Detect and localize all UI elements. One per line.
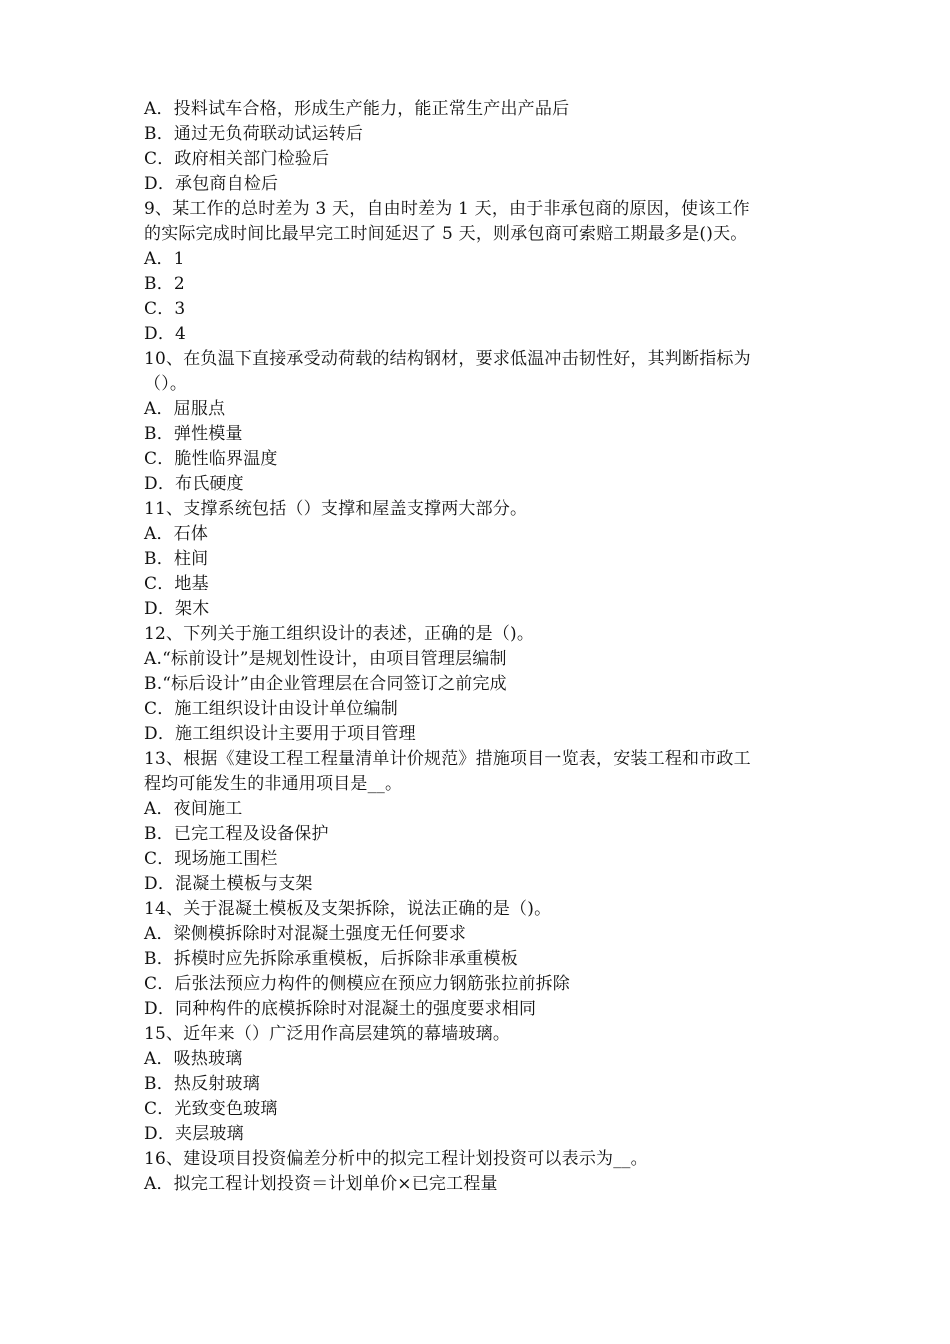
text-line: C．脆性临界温度 — [144, 449, 278, 469]
text-line: D．4 — [144, 324, 187, 344]
question-15-line: 15、近年来（）广泛用作高层建筑的幕墙玻璃。 — [144, 1024, 511, 1044]
document-page — [144, 97, 824, 1197]
question-11-line: 11、支撑系统包括（）支撑和屋盖支撑两大部分。 — [144, 499, 528, 519]
text-line: A.“标前设计”是规划性设计，由项目管理层编制 — [144, 649, 507, 669]
text-line: A．拟完工程计划投资＝计划单价×已完工程量 — [144, 1174, 498, 1194]
text-line: A．投料试车合格，形成生产能力，能正常生产出产品后 — [144, 99, 570, 119]
question-9-line: 9、某工作的总时差为 3 天，自由时差为 1 天，由于非承包商的原因，使该工作 — [144, 199, 750, 219]
text-line: C．3 — [144, 299, 186, 319]
text-line: B．柱间 — [144, 549, 209, 569]
question-10-line: 10、在负温下直接承受动荷载的结构钢材，要求低温冲击韧性好，其判断指标为 — [144, 349, 751, 369]
text-line: C．后张法预应力构件的侧模应在预应力钢筋张拉前拆除 — [144, 974, 571, 994]
question-10-line: （）。 — [144, 374, 188, 394]
text-line: B．拆模时应先拆除承重模板，后拆除非承重模板 — [144, 949, 518, 969]
text-line: B．已完工程及设备保护 — [144, 824, 329, 844]
question-16-line: 16、建设项目投资偏差分析中的拟完工程计划投资可以表示为__。 — [144, 1149, 648, 1169]
question-13-line: 13、根据《建设工程工程量清单计价规范》措施项目一览表，安装工程和市政工 — [144, 749, 751, 769]
text-line: B．2 — [144, 274, 185, 294]
text-line: D．同种构件的底模拆除时对混凝土的强度要求相同 — [144, 999, 537, 1019]
text-line: A．1 — [144, 249, 185, 269]
text-line: D．布氏硬度 — [144, 474, 244, 494]
text-line: D．承包商自检后 — [144, 174, 279, 194]
question-9-line: 的实际完成时间比最早完工时间延迟了 5 天，则承包商可索赔工期最多是()天。 — [144, 224, 748, 244]
text-line: D．施工组织设计主要用于项目管理 — [144, 724, 416, 744]
text-line: A．梁侧模拆除时对混凝土强度无任何要求 — [144, 924, 467, 944]
text-line: C．光致变色玻璃 — [144, 1099, 278, 1119]
text-line: C．政府相关部门检验后 — [144, 149, 330, 169]
text-line: A．吸热玻璃 — [144, 1049, 243, 1069]
text-line: A．石体 — [144, 524, 209, 544]
text-line: D．混凝土模板与支架 — [144, 874, 313, 894]
text-line: A．夜间施工 — [144, 799, 243, 819]
text-line: B．弹性模量 — [144, 424, 243, 444]
text-line: C．现场施工围栏 — [144, 849, 278, 869]
text-line: C．地基 — [144, 574, 209, 594]
question-12-line: 12、下列关于施工组织设计的表述，正确的是（)。 — [144, 624, 535, 644]
question-14-line: 14、关于混凝土模板及支架拆除，说法正确的是（)。 — [144, 899, 552, 919]
question-13-line: 程均可能发生的非通用项目是__。 — [144, 774, 403, 794]
text-line: D．夹层玻璃 — [144, 1124, 244, 1144]
text-line: B.“标后设计”由企业管理层在合同签订之前完成 — [144, 674, 507, 694]
text-line: B．热反射玻璃 — [144, 1074, 260, 1094]
text-line: B．通过无负荷联动试运转后 — [144, 124, 364, 144]
text-line: D．架木 — [144, 599, 210, 619]
text-line: A．屈服点 — [144, 399, 226, 419]
text-line: C．施工组织设计由设计单位编制 — [144, 699, 399, 719]
